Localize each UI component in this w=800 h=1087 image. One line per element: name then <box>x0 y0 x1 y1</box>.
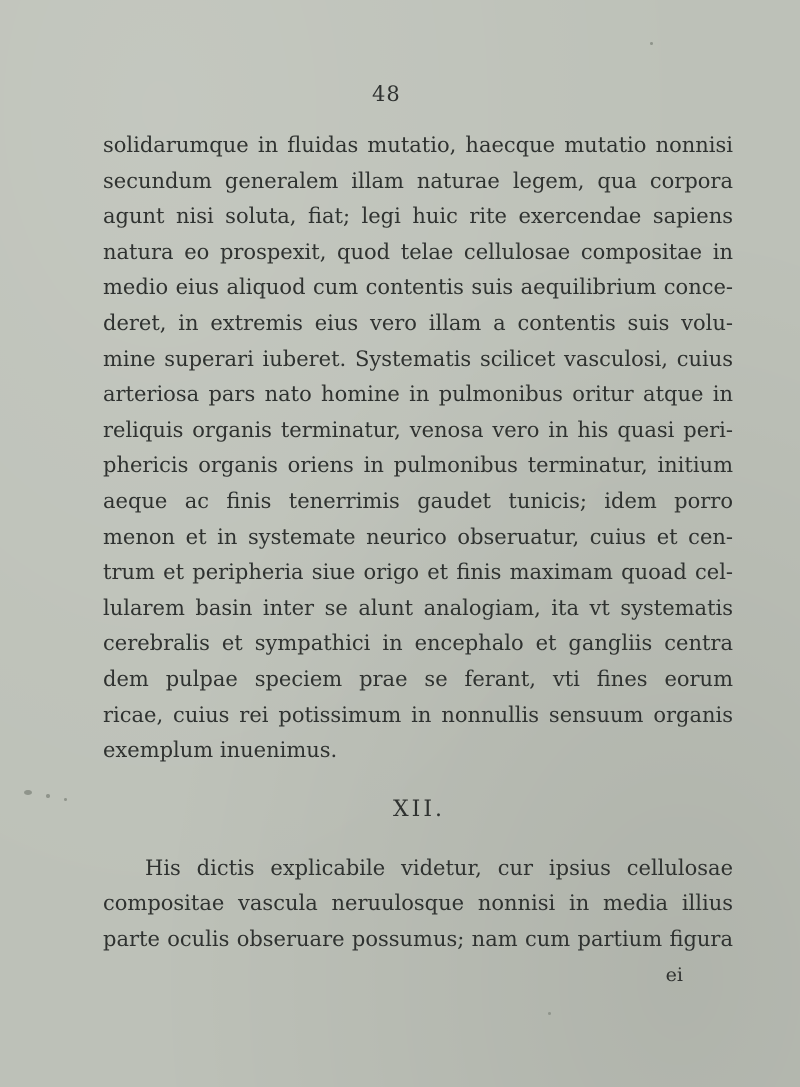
paper-speck <box>64 798 67 801</box>
text-line: secundum generalem illam naturae legem, qua corpora <box>103 168 733 193</box>
text-line: natura eo prospexit, quod telae cellulosae compositae in <box>103 239 733 264</box>
body-text <box>103 128 733 993</box>
text-line: cerebralis et sympathici in encephalo et gangliis centra <box>103 631 733 656</box>
text-line: medio eius aliquod cum contentis suis aequilibrium conce- <box>103 275 733 300</box>
text-line: compositae vascula neruulosque nonnisi in media illius <box>103 891 733 916</box>
text-line: phericis organis oriens in pulmonibus terminatur, initium <box>103 453 733 478</box>
catchword: ei <box>665 964 683 987</box>
text-line: aeque ac finis tenerrimis gaudet tunicis; idem porro <box>103 488 733 513</box>
text-line: reliquis organis terminatur, venosa vero in his quasi peri- <box>103 417 733 442</box>
text-line: parte oculis obseruare possumus; nam cum partium figura <box>103 926 733 951</box>
text-line-last: exemplum inuenimus. <box>103 738 338 763</box>
text-line: lularem basin inter se alunt analogiam, ita vt systematis <box>103 595 733 620</box>
paper-speck <box>46 794 50 798</box>
text-line: dem pulpae speciem prae se ferant, vti fines eorum <box>103 666 733 691</box>
paper-speck <box>24 790 32 795</box>
paper-speck <box>650 42 653 45</box>
page-number: 48 <box>372 82 401 106</box>
text-line: agunt nisi soluta, fiat; legi huic rite exercendae sapiens <box>103 204 733 229</box>
text-line: arteriosa pars nato homine in pulmonibus oritur atque in <box>103 382 733 407</box>
text-line-indented: His dictis explicabile videtur, cur ipsius cellulosae <box>145 855 733 880</box>
text-line: menon et in systemate neurico obseruatur, cuius et cen- <box>103 524 733 549</box>
text-line: solidarumque in fluidas mutatio, haecque mutatio nonnisi <box>103 133 733 157</box>
section-heading: XII. <box>393 796 446 822</box>
text-line: mine superari iuberet. Systematis scilicet vasculosi, cuius <box>103 346 733 371</box>
text-line: ricae, cuius rei potissimum in nonnullis sensuum organis <box>103 702 733 727</box>
paper-speck <box>548 1012 551 1015</box>
text-line: trum et peripheria siue origo et finis maximam quoad cel- <box>103 560 733 585</box>
text-line: deret, in extremis eius vero illam a contentis suis volu- <box>103 310 733 335</box>
